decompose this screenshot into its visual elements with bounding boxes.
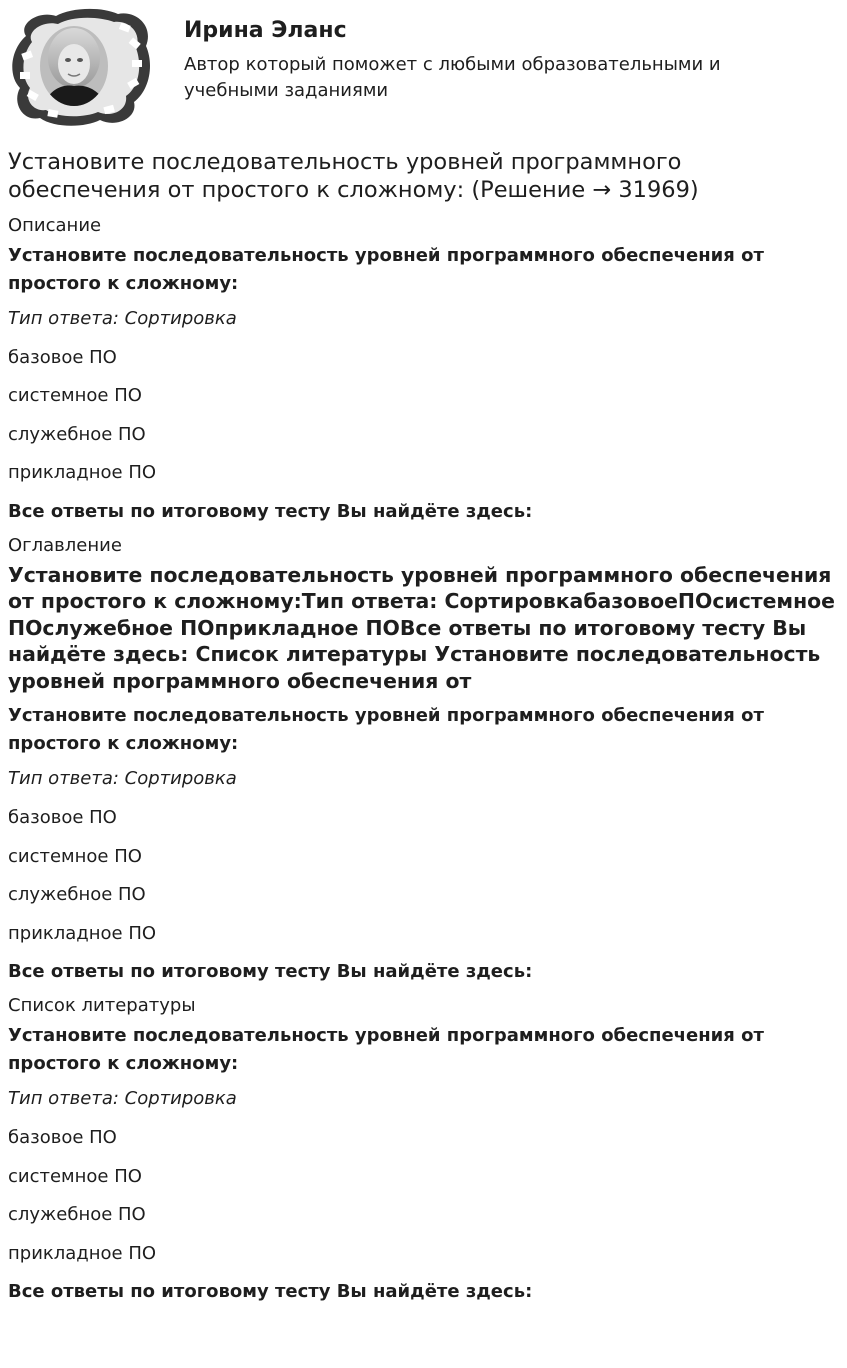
page-title: Установите последовательность уровней программного обеспечения от простого к сложному: (Решение → 31969) — [8, 149, 699, 203]
option-item: прикладное ПО — [8, 1242, 157, 1264]
all-answers-note: Все ответы по итоговому тесту Вы найдёте здесь: — [8, 1281, 533, 1303]
option-item: служебное ПО — [8, 1204, 146, 1226]
option-item: базовое ПО — [8, 346, 117, 368]
question-title: Установите последовательность уровней программного обеспечения от простого к сложному: — [8, 245, 764, 294]
option-item: базовое ПО — [8, 807, 117, 829]
section-label-literature: Список литературы — [8, 995, 196, 1017]
option-item: системное ПО — [8, 385, 142, 407]
toc-text: Установите последовательность уровней программного обеспечения от простого к сложному:Тип ответа: СортировкабазовоеПОсистемное ПОслужебное ПОприкладное ПОВсе ответы по итоговому тесту Вы найдёте здесь: Список литературы Установите последовательность уровней программного обеспечения от — [8, 562, 836, 693]
question-title: Установите последовательность уровней программного обеспечения от простого к сложному: — [8, 1025, 764, 1075]
author-description: Автор который поможет с любыми образовательными и учебными заданиями — [184, 54, 721, 101]
description-section — [8, 215, 839, 523]
answer-type: Тип ответа: Сортировка — [8, 308, 237, 329]
option-item: служебное ПО — [8, 423, 146, 445]
author-name[interactable]: Ирина Эланс — [184, 18, 347, 43]
answer-type: Тип ответа: Сортировка — [8, 1088, 237, 1110]
author-header — [8, 6, 839, 128]
all-answers-note: Все ответы по итоговому тесту Вы найдёте здесь: — [8, 500, 533, 522]
option-item: системное ПО — [8, 1165, 142, 1187]
main-content — [8, 148, 839, 1315]
author-avatar — [8, 6, 152, 126]
option-item: прикладное ПО — [8, 922, 157, 944]
option-item: прикладное ПО — [8, 462, 157, 484]
literature-section — [8, 995, 839, 1303]
answer-type: Тип ответа: Сортировка — [8, 768, 237, 790]
option-item: базовое ПО — [8, 1127, 117, 1149]
toc-section — [8, 535, 839, 983]
option-item: служебное ПО — [8, 884, 146, 906]
section-label-description: Описание — [8, 215, 102, 236]
all-answers-note: Все ответы по итоговому тесту Вы найдёте здесь: — [8, 961, 533, 983]
option-item: системное ПО — [8, 845, 142, 867]
section-label-toc: Оглавление — [8, 534, 122, 556]
question-title: Установите последовательность уровней программного обеспечения от простого к сложному: — [8, 705, 764, 755]
